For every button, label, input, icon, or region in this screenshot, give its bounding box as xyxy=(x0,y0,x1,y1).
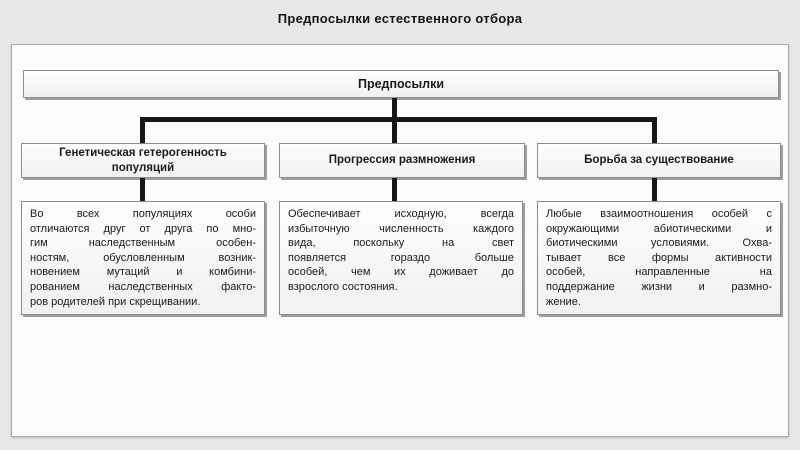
description-line: появляется гораздо больше xyxy=(288,251,514,264)
description-line: окружающими абиотическими и xyxy=(546,222,772,235)
description-line: отличаются друг от друга по мно- xyxy=(30,222,256,235)
description-line: тывает все формы активности xyxy=(546,251,772,264)
description-line: Во всех популяциях особи xyxy=(30,208,256,220)
description-line: вида, поскольку на свет xyxy=(288,237,514,250)
branch-header-label: Генетическая гетерогенность популяций xyxy=(59,147,227,174)
branch-header-label: Прогрессия размножения xyxy=(328,154,476,167)
description-line: поддержание жизни и размно- xyxy=(546,280,772,293)
branch-header-genetic-heterogeneity xyxy=(21,143,265,178)
connector-horizontal-bar xyxy=(140,117,657,122)
slide-title: Предпосылки естественного отбора xyxy=(277,11,523,26)
connector-drop-left xyxy=(140,117,145,144)
connector-branch1-stem xyxy=(140,178,145,201)
description-line: жение. xyxy=(546,295,581,308)
connector-branch3-stem xyxy=(652,178,657,201)
description-line: биотическими условиями. Охва- xyxy=(546,237,772,250)
description-line: ров родителей при скрещивании. xyxy=(30,295,201,308)
description-line: гим наследственным особен- xyxy=(30,237,256,250)
branch-description-genetic-heterogeneity xyxy=(21,201,265,315)
description-line: рованием наследственных факто- xyxy=(30,280,256,293)
description-line: Обеспечивает исходную, всегда xyxy=(288,208,514,220)
branch-description-struggle-for-existence xyxy=(537,201,781,315)
description-line: Любые взаимоотношения особей с xyxy=(546,208,772,220)
branch-header-reproduction-progression xyxy=(279,143,525,178)
diagram-frame xyxy=(11,44,789,437)
connector-drop-right xyxy=(652,117,657,144)
description-line: новением мутаций и комбини- xyxy=(30,266,256,279)
description-line: взрослого состояния. xyxy=(288,280,398,293)
connector-branch2-stem xyxy=(392,178,397,201)
branch-description-reproduction-progression xyxy=(279,201,523,315)
branch-header-struggle-for-existence xyxy=(537,143,781,178)
description-line: особей, чем их доживает до xyxy=(288,266,514,279)
description-line: избыточную численность каждого xyxy=(288,222,514,235)
description-line: особей, направленные на xyxy=(546,266,772,279)
description-line: ностям, обусловленным возник- xyxy=(30,251,256,264)
root-node xyxy=(23,70,779,98)
root-node-label: Предпосылки xyxy=(357,77,445,91)
branch-header-label: Борьба за существование xyxy=(584,154,734,167)
